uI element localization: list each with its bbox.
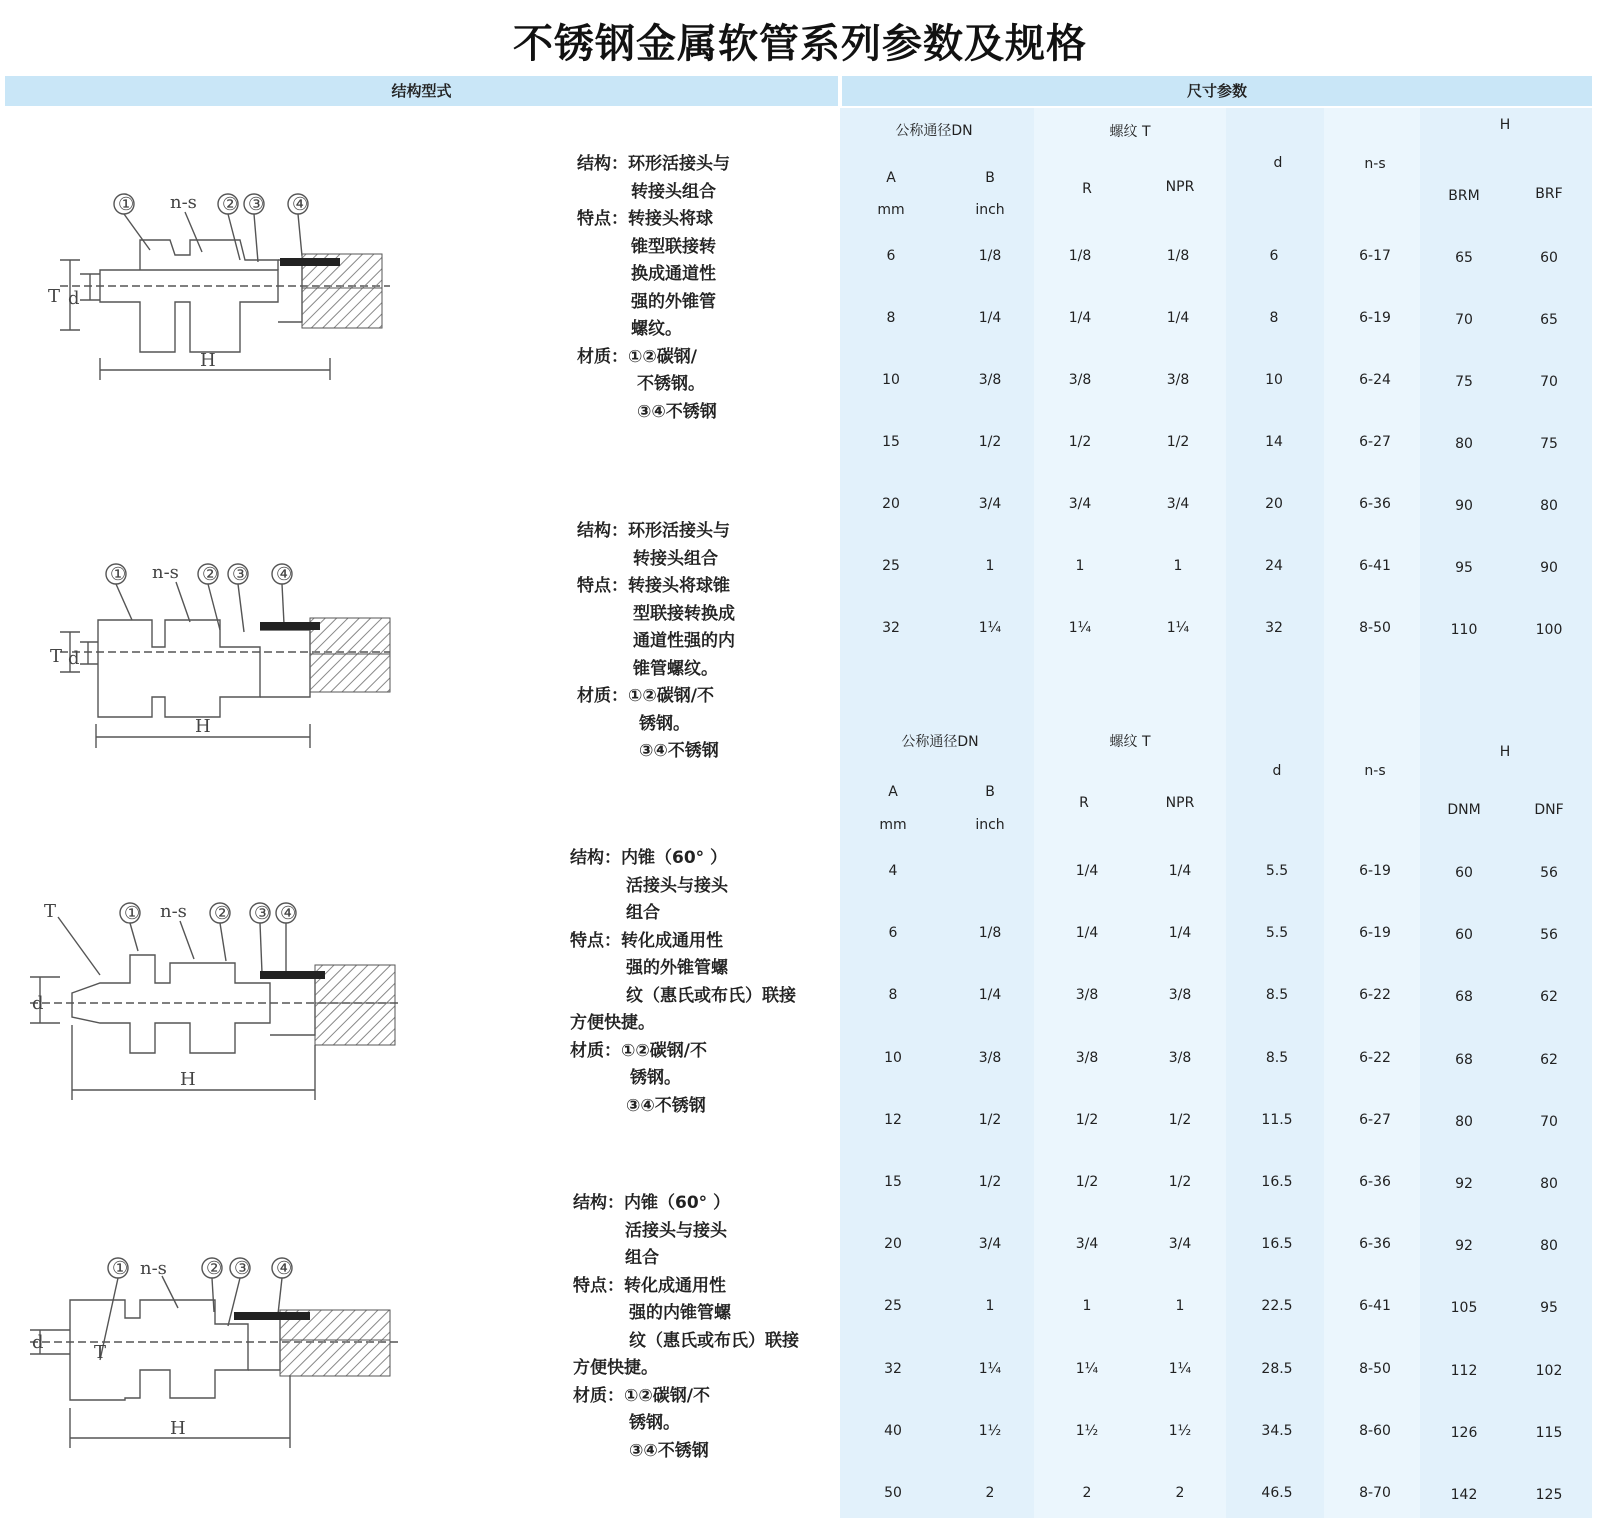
table2-cell-d: 28.5: [1261, 1360, 1293, 1377]
callout-label-4: ④: [276, 564, 293, 585]
table1-cell-d: 14: [1265, 434, 1283, 450]
desc-line: ③④不锈钢: [639, 741, 719, 761]
table2-cell-thread-r: 1/2: [1075, 1174, 1099, 1190]
table1-cell-dn-a-mm: 25: [882, 558, 900, 574]
table2-cell-thread-npr: 1: [1175, 1298, 1185, 1315]
desc-line: 锈钢。: [630, 1068, 681, 1088]
table2-cell-dn-b-inch: 1: [985, 1298, 995, 1315]
callout-label-ns: n-s: [160, 901, 187, 922]
desc-line: 强的外锥管: [631, 291, 716, 312]
table1-cell-h2: 90: [1540, 560, 1558, 576]
table2-cell-dn-a-mm: 40: [884, 1422, 902, 1439]
t1-header-npr: NPR: [1165, 179, 1195, 195]
table2-cell-h1: 60: [1455, 927, 1473, 944]
table2-cell-thread-npr: 2: [1175, 1485, 1185, 1501]
table2-cell-dn-a-mm: 20: [884, 1236, 902, 1253]
table2-cell-thread-r: 3/8: [1075, 1049, 1099, 1066]
callout-label-2: ②: [222, 194, 239, 215]
table2-cell-d: 46.5: [1261, 1485, 1293, 1501]
t2-header-mm: mm: [879, 817, 907, 833]
table2-cell-d: 8.5: [1265, 987, 1289, 1004]
table1-cell-d: 8: [1269, 310, 1279, 326]
table2-cell-d: 5.5: [1265, 863, 1289, 879]
table1-cell-thread-npr: 1/2: [1166, 434, 1190, 450]
desc-line: ③④不锈钢: [637, 401, 717, 422]
table2-cell-h1: 105: [1450, 1300, 1478, 1317]
table2-cell-thread-npr: 3/8: [1168, 987, 1192, 1004]
table1-cell-dn-b-inch: 1/2: [978, 434, 1002, 450]
table1-cell-n-s: 6-24: [1359, 372, 1391, 388]
table1-cell-dn-b-inch: 3/4: [978, 496, 1002, 512]
table1-cell-n-s: 6-17: [1359, 248, 1391, 264]
table1-cell-n-s: 8-50: [1359, 620, 1391, 636]
desc-line: 型联接转换成: [633, 603, 735, 624]
desc-line: 活接头与接头: [625, 1220, 727, 1241]
callout-label-4: ④: [280, 903, 297, 924]
table2-cell-dn-b-inch: 1/4: [978, 987, 1002, 1004]
t2-header-dn: 公称通径DN: [901, 734, 979, 750]
desc-line: 特点：转接头将球: [577, 209, 713, 229]
desc-line: 不锈钢。: [637, 374, 705, 394]
t1-header-ns: n-s: [1364, 156, 1386, 172]
table1-cell-n-s: 6-36: [1359, 496, 1391, 512]
table2-cell-thread-r: 1/4: [1075, 863, 1099, 879]
table2-cell-h2: 62: [1540, 1051, 1558, 1068]
table2-cell-dn-a-mm: 15: [884, 1174, 902, 1190]
table2-cell-h1: 92: [1455, 1176, 1473, 1192]
table2-cell-h1: 60: [1455, 865, 1473, 881]
table2-cell-dn-b-inch: 1/2: [978, 1174, 1002, 1190]
callout-label-ns: n-s: [152, 562, 179, 583]
dim-label-d: d: [68, 288, 80, 309]
t1-header-b: B: [985, 170, 995, 186]
table1-cell-dn-b-inch: 1/8: [978, 248, 1002, 264]
table1-cell-h1: 95: [1455, 560, 1473, 576]
table2-cell-d: 16.5: [1261, 1236, 1293, 1253]
table2-cell-dn-a-mm: 25: [884, 1298, 902, 1315]
table2-cell-dn-b-inch: 3/8: [978, 1049, 1002, 1066]
callout-label-2: ②: [202, 564, 219, 585]
table2-cell-h2: 62: [1540, 989, 1558, 1006]
table1-cell-h2: 70: [1540, 374, 1558, 390]
table1-cell-h1: 75: [1455, 374, 1473, 390]
description-4: [573, 1190, 799, 1465]
fitting-drawing-3: [30, 895, 410, 1125]
table1-cell-d: 20: [1265, 496, 1283, 512]
table2-cell-dn-a-mm: 4: [888, 863, 898, 879]
table2-cell-h1: 126: [1450, 1424, 1478, 1441]
desc-line: 强的外锥管螺: [626, 958, 728, 978]
callout-label-3: ③: [234, 1258, 251, 1279]
t2-header-d: d: [1272, 763, 1282, 779]
t1-header-inch: inch: [975, 202, 1005, 218]
table2-cell-thread-npr: 1/4: [1168, 863, 1192, 879]
table2-cell-thread-npr: 1/2: [1168, 1111, 1192, 1128]
desc-line: 组合: [625, 1248, 659, 1268]
table1-cell-thread-npr: 1/8: [1166, 248, 1190, 264]
t2-header-npr: NPR: [1165, 795, 1195, 811]
desc-line: 活接头与接头: [626, 875, 728, 896]
table1-cell-thread-r: 3/8: [1068, 372, 1092, 388]
table2-cell-n-s: 8-50: [1359, 1360, 1391, 1377]
table2-cell-h1: 112: [1450, 1362, 1478, 1379]
table2-cell-n-s: 6-19: [1359, 925, 1391, 942]
table1-cell-n-s: 6-41: [1359, 558, 1391, 574]
dim-label-t: T: [48, 286, 61, 307]
table2-cell-n-s: 6-36: [1359, 1236, 1391, 1253]
table2-cell-thread-npr: 1¼: [1168, 1360, 1192, 1377]
desc-line: 特点：转化成通用性: [573, 1275, 726, 1296]
t1-header-r: R: [1082, 181, 1092, 197]
table2-cell-thread-r: 1/4: [1075, 925, 1099, 942]
table2-cell-h1: 92: [1455, 1238, 1473, 1255]
table2-cell-n-s: 8-60: [1359, 1422, 1391, 1439]
desc-line: 螺纹。: [631, 319, 682, 339]
table1-cell-h2: 80: [1540, 498, 1558, 514]
t2-header-thread: 螺纹 T: [1109, 734, 1151, 750]
callout-label-1: ①: [118, 194, 135, 215]
desc-line: 锥型联接转: [631, 236, 716, 257]
desc-line: 强的内锥管螺: [629, 1303, 731, 1323]
table2-cell-dn-b-inch: 2: [985, 1485, 995, 1501]
t2-header-dnf: DNF: [1534, 802, 1564, 818]
dim-label-d: d: [68, 648, 80, 669]
table2-cell-h1: 142: [1450, 1487, 1478, 1503]
desc-line: 材质：①②碳钢/不: [573, 1385, 710, 1406]
desc-line: 锈钢。: [629, 1413, 680, 1433]
table2-cell-n-s: 8-70: [1359, 1485, 1391, 1501]
desc-line: 纹（惠氏或布氏）联接: [626, 985, 796, 1006]
table1-cell-h1: 110: [1450, 622, 1478, 638]
table1-cell-thread-npr: 3/8: [1166, 372, 1190, 388]
dim-label-t: T: [44, 901, 57, 922]
callout-label-3: ③: [232, 564, 249, 585]
dim-label-h: H: [180, 1069, 196, 1090]
table2-cell-h2: 56: [1540, 865, 1558, 881]
table2-cell-h2: 102: [1535, 1362, 1563, 1379]
t2-header-b: B: [985, 784, 995, 800]
header-size-parameters: 尺寸参数: [842, 76, 1592, 106]
table2-cell-h2: 70: [1540, 1113, 1558, 1130]
table1-cell-d: 24: [1265, 558, 1283, 574]
description-3: [570, 845, 796, 1120]
table2-cell-h2: 56: [1540, 927, 1558, 944]
table1-cell-thread-npr: 3/4: [1166, 496, 1190, 512]
dim-label-d: d: [32, 1332, 44, 1353]
table1-cell-dn-a-mm: 10: [882, 372, 900, 388]
dim-label-h: H: [200, 350, 216, 371]
t1-header-dn: 公称通径DN: [895, 123, 973, 139]
table2-cell-dn-a-mm: 8: [888, 987, 898, 1004]
table1-cell-thread-r: 1/8: [1068, 248, 1092, 264]
desc-line: 材质：①②碳钢/不: [577, 686, 714, 706]
table2-cell-thread-npr: 1/2: [1168, 1174, 1192, 1190]
table2-cell-dn-b-inch: 1¼: [978, 1360, 1002, 1377]
table1-cell-h2: 65: [1540, 312, 1558, 328]
desc-line: 锈钢。: [639, 713, 690, 734]
dim-label-t: T: [94, 1342, 107, 1363]
desc-line: 结构：内锥（60° ）: [570, 848, 728, 868]
table1-cell-dn-b-inch: 1¼: [978, 620, 1002, 636]
t2-header-inch: inch: [975, 817, 1005, 833]
t1-header-brf: BRF: [1535, 186, 1563, 202]
table1-cell-h2: 75: [1540, 436, 1558, 452]
callout-label-4: ④: [292, 194, 309, 215]
callout-label-ns: n-s: [170, 192, 197, 213]
table2-cell-thread-r: 1: [1082, 1298, 1092, 1315]
table1-cell-h1: 90: [1455, 498, 1473, 514]
table2-cell-h2: 80: [1540, 1176, 1558, 1192]
page-title: 不锈钢金属软管系列参数及规格: [513, 21, 1087, 67]
t1-header-brm: BRM: [1448, 188, 1480, 204]
table1-cell-thread-r: 1/2: [1068, 434, 1092, 450]
desc-line: ③④不锈钢: [626, 1095, 706, 1116]
table2-cell-dn-b-inch: 1/8: [978, 925, 1002, 942]
callout-label-2: ②: [214, 903, 231, 924]
fitting-drawing-4: [30, 1250, 410, 1480]
desc-line: 转接头组合: [633, 548, 718, 569]
table2-cell-n-s: 6-41: [1359, 1298, 1391, 1315]
desc-line: ③④不锈钢: [629, 1440, 709, 1461]
desc-line: 转接头组合: [631, 181, 716, 202]
callout-label-2: ②: [206, 1258, 223, 1279]
table1-cell-dn-a-mm: 15: [882, 434, 900, 450]
desc-line: 通道性强的内: [633, 631, 735, 651]
desc-line: 结构：内锥（60° ）: [573, 1193, 731, 1213]
table1-cell-dn-b-inch: 3/8: [978, 372, 1002, 388]
dim-label-h: H: [195, 716, 211, 737]
desc-line: 方便快捷。: [570, 1013, 655, 1033]
dim-label-h: H: [170, 1418, 186, 1439]
table2-cell-d: 5.5: [1265, 925, 1289, 942]
table2-cell-thread-npr: 1/4: [1168, 925, 1192, 942]
table1-cell-thread-r: 1¼: [1068, 620, 1092, 636]
table1-cell-h1: 80: [1455, 436, 1473, 452]
table2-cell-thread-npr: 3/4: [1168, 1236, 1192, 1253]
callout-label-1: ①: [112, 1258, 129, 1279]
table1-cell-thread-r: 1/4: [1068, 310, 1092, 326]
table2-cell-dn-a-mm: 12: [884, 1111, 902, 1128]
table2-cell-d: 34.5: [1261, 1422, 1293, 1439]
table2-cell-h2: 80: [1540, 1238, 1558, 1255]
table1-cell-h1: 70: [1455, 312, 1473, 328]
table2-cell-dn-a-mm: 6: [888, 925, 898, 942]
desc-line: 换成通道性: [631, 264, 716, 284]
table1-cell-dn-b-inch: 1: [985, 558, 995, 574]
desc-line: 材质：①②碳钢/: [577, 346, 697, 367]
t2-header-h: H: [1499, 744, 1511, 760]
callout-label-1: ①: [124, 903, 141, 924]
table1-cell-d: 32: [1265, 620, 1283, 636]
table2-cell-h1: 68: [1455, 989, 1473, 1006]
table1-cell-d: 6: [1269, 248, 1279, 264]
table2-cell-h1: 68: [1455, 1051, 1473, 1068]
callout-label-ns: n-s: [140, 1258, 167, 1279]
table2-cell-d: 22.5: [1261, 1298, 1293, 1315]
t2-header-r: R: [1079, 795, 1089, 811]
table1-cell-thread-npr: 1: [1173, 558, 1183, 574]
table2-cell-d: 8.5: [1265, 1049, 1289, 1066]
table1-cell-h1: 65: [1455, 250, 1473, 266]
dim-label-d: d: [32, 993, 44, 1014]
t1-header-mm: mm: [877, 202, 905, 218]
callout-label-3: ③: [254, 903, 271, 924]
header-structure-type: 结构型式: [5, 76, 838, 106]
table2-cell-n-s: 6-19: [1359, 863, 1391, 879]
table1-cell-n-s: 6-27: [1359, 434, 1391, 450]
table2-cell-thread-npr: 3/8: [1168, 1049, 1192, 1066]
table2-cell-thread-r: 3/8: [1075, 987, 1099, 1004]
table1-cell-thread-r: 3/4: [1068, 496, 1092, 512]
table1-cell-dn-b-inch: 1/4: [978, 310, 1002, 326]
table1-cell-dn-a-mm: 8: [886, 310, 896, 326]
fitting-drawing-2: [40, 552, 400, 772]
table2-cell-h2: 95: [1540, 1300, 1558, 1317]
t1-header-thread: 螺纹 T: [1109, 124, 1151, 140]
table2-cell-d: 11.5: [1261, 1111, 1293, 1128]
callout-label-4: ④: [276, 1258, 293, 1279]
table1-cell-d: 10: [1265, 372, 1283, 388]
table2-cell-thread-r: 1/2: [1075, 1111, 1099, 1128]
desc-line: 纹（惠氏或布氏）联接: [629, 1330, 799, 1351]
t2-header-a: A: [888, 784, 898, 800]
table2-cell-dn-a-mm: 10: [884, 1049, 902, 1066]
fitting-drawing-1: [40, 180, 400, 400]
table2-cell-d: 16.5: [1261, 1174, 1293, 1190]
table2-cell-thread-r: 3/4: [1075, 1236, 1099, 1253]
table2-cell-thread-r: 1½: [1075, 1422, 1099, 1439]
t1-header-a: A: [886, 170, 896, 186]
t1-header-d: d: [1273, 155, 1283, 171]
table1-cell-thread-npr: 1¼: [1166, 620, 1190, 636]
table2-cell-h2: 115: [1535, 1424, 1563, 1441]
table2-cell-n-s: 6-36: [1359, 1174, 1391, 1190]
desc-line: 方便快捷。: [573, 1358, 658, 1378]
description-2: [577, 518, 735, 766]
table1-cell-n-s: 6-19: [1359, 310, 1391, 326]
table2-cell-thread-r: 1¼: [1075, 1360, 1099, 1377]
table2-cell-thread-r: 2: [1082, 1485, 1092, 1501]
desc-line: 特点：转化成通用性: [570, 930, 723, 951]
table2-cell-h1: 80: [1455, 1113, 1473, 1130]
callout-label-3: ③: [248, 194, 265, 215]
t1-header-h: H: [1499, 117, 1511, 133]
table2-cell-n-s: 6-22: [1359, 1049, 1391, 1066]
table2-cell-dn-b-inch: 3/4: [978, 1236, 1002, 1253]
desc-line: 锥管螺纹。: [633, 658, 718, 679]
t2-header-dnm: DNM: [1447, 802, 1481, 818]
desc-line: 组合: [626, 903, 660, 923]
table2-cell-thread-npr: 1½: [1168, 1422, 1192, 1439]
dim-label-t: T: [50, 646, 63, 667]
table1-cell-thread-r: 1: [1075, 558, 1085, 574]
table2-cell-h2: 125: [1535, 1487, 1563, 1503]
table2-cell-dn-a-mm: 32: [884, 1360, 902, 1377]
desc-line: 结构：环形活接头与: [577, 521, 730, 541]
callout-label-1: ①: [110, 564, 127, 585]
desc-line: 结构：环形活接头与: [577, 154, 730, 174]
table2-cell-dn-b-inch: 1½: [978, 1422, 1002, 1439]
t2-header-ns: n-s: [1364, 763, 1386, 779]
table1-cell-dn-a-mm: 32: [882, 620, 900, 636]
table2-cell-n-s: 6-22: [1359, 987, 1391, 1004]
table2-cell-n-s: 6-27: [1359, 1111, 1391, 1128]
table2-cell-dn-b-inch: 1/2: [978, 1111, 1002, 1128]
table1-cell-thread-npr: 1/4: [1166, 310, 1190, 326]
description-1: [577, 151, 730, 426]
table2-cell-dn-a-mm: 50: [884, 1485, 902, 1501]
table1-cell-h2: 100: [1535, 622, 1563, 638]
desc-line: 材质：①②碳钢/不: [570, 1040, 707, 1061]
table1-cell-dn-a-mm: 6: [886, 248, 896, 264]
table1-cell-dn-a-mm: 20: [882, 496, 900, 512]
desc-line: 特点：转接头将球锥: [577, 576, 730, 596]
table1-cell-h2: 60: [1540, 250, 1558, 266]
